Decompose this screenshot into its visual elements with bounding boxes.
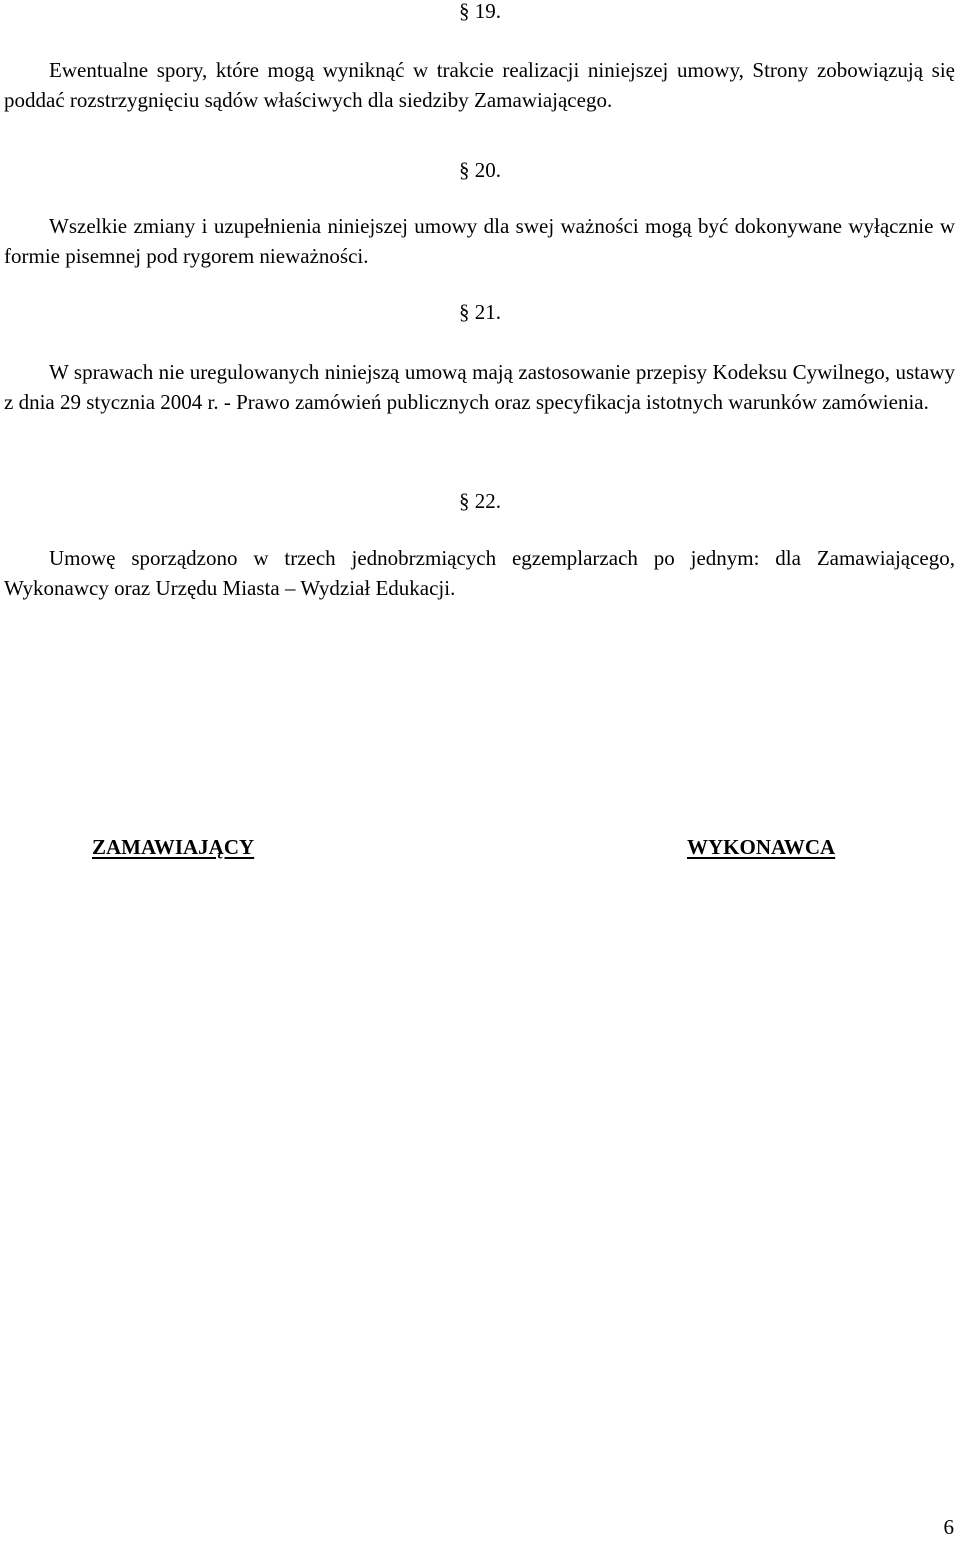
signature-zamawiajacy: ZAMAWIAJĄCY [92,835,255,859]
section-19-text: Ewentualne spory, które mogą wyniknąć w trakcie realizacji niniejszej umowy, Strony zobowiązują się poddać rozstrzygnięciu sądów właściwych dla siedziby Zamawiającego. [4,58,955,112]
section-21-text: W sprawach nie uregulowanych niniejszą umową mają zastosowanie przepisy Kodeksu Cywilnego, ustawy z dnia 29 stycznia 2004 r. - Prawo zamówień publicznych oraz specyfikacja istotnych warunków zamówienia. [4,360,955,414]
section-21-heading: § 21. [459,300,501,324]
section-22-text: Umowę sporządzono w trzech jednobrzmiących egzemplarzach po jednym: dla Zamawiającego, Wykonawcy oraz Urzędu Miasta – Wydział Edukacji. [4,546,955,600]
section-19-heading: § 19. [459,0,501,23]
section-20-heading: § 20. [459,158,501,182]
section-20-text: Wszelkie zmiany i uzupełnienia niniejszej umowy dla swej ważności mogą być dokonywane wyłącznie w formie pisemnej pod rygorem nieważności. [4,214,955,268]
signature-wykonawca: WYKONAWCA [687,835,836,859]
page-number: 6 [943,1515,954,1539]
section-22-heading: § 22. [459,489,501,513]
